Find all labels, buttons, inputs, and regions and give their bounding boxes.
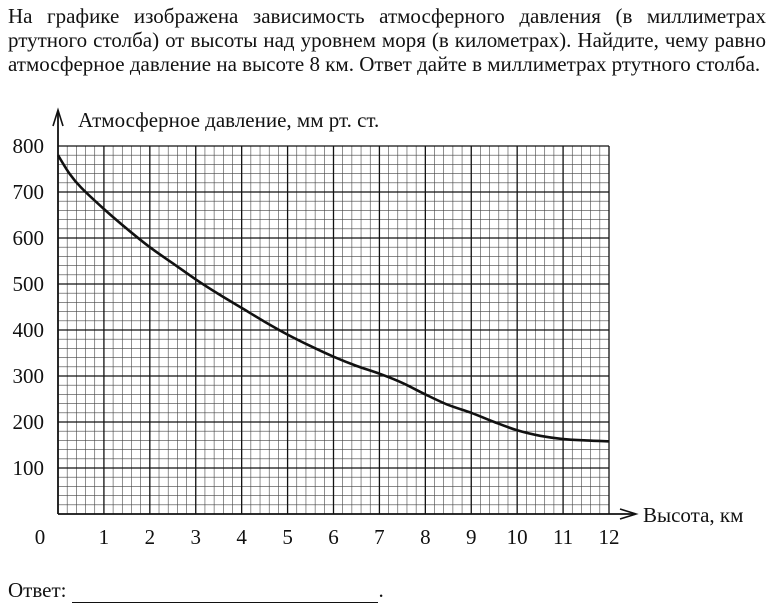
origin-label: 0 — [34, 525, 46, 549]
y-axis-label: Атмосферное давление, мм рт. ст. — [78, 108, 380, 132]
x-tick-label: 11 — [552, 525, 574, 549]
x-tick-label: 4 — [236, 525, 247, 549]
answer-suffix: . — [378, 578, 384, 602]
x-tick-label: 7 — [374, 525, 385, 549]
y-tick-label: 400 — [12, 318, 44, 342]
y-tick-label: 800 — [12, 134, 44, 158]
x-tick-label: 2 — [144, 525, 156, 549]
y-tick-label: 200 — [12, 410, 44, 434]
x-tick-label: 5 — [282, 525, 293, 549]
x-axis-label: Высота, км — [643, 503, 744, 527]
x-tick-label: 6 — [328, 525, 339, 549]
x-tick-label: 8 — [420, 525, 431, 549]
answer-field[interactable] — [72, 582, 378, 603]
y-tick-label: 500 — [12, 272, 44, 296]
answer-label: Ответ: — [8, 578, 67, 602]
y-tick-label: 300 — [12, 364, 44, 388]
x-tick-label: 10 — [506, 525, 528, 549]
y-tick-label: 600 — [12, 226, 44, 250]
x-tick-label: 3 — [190, 525, 201, 549]
answer-row — [8, 578, 384, 603]
x-tick-label: 12 — [598, 525, 620, 549]
x-tick-label: 9 — [466, 525, 477, 549]
x-tick-label: 1 — [98, 525, 110, 549]
y-tick-label: 100 — [12, 456, 44, 480]
y-tick-label: 700 — [12, 180, 44, 204]
problem-text: На графике изображена зависимость атмосферного давления (в миллиметрах ртутного столба) от высоты над уровнем моря (в километрах). Найдите, чему равно атмосферное давление на высоте 8 км. Ответ дайте в миллиметрах ртутного столба. — [8, 4, 766, 76]
